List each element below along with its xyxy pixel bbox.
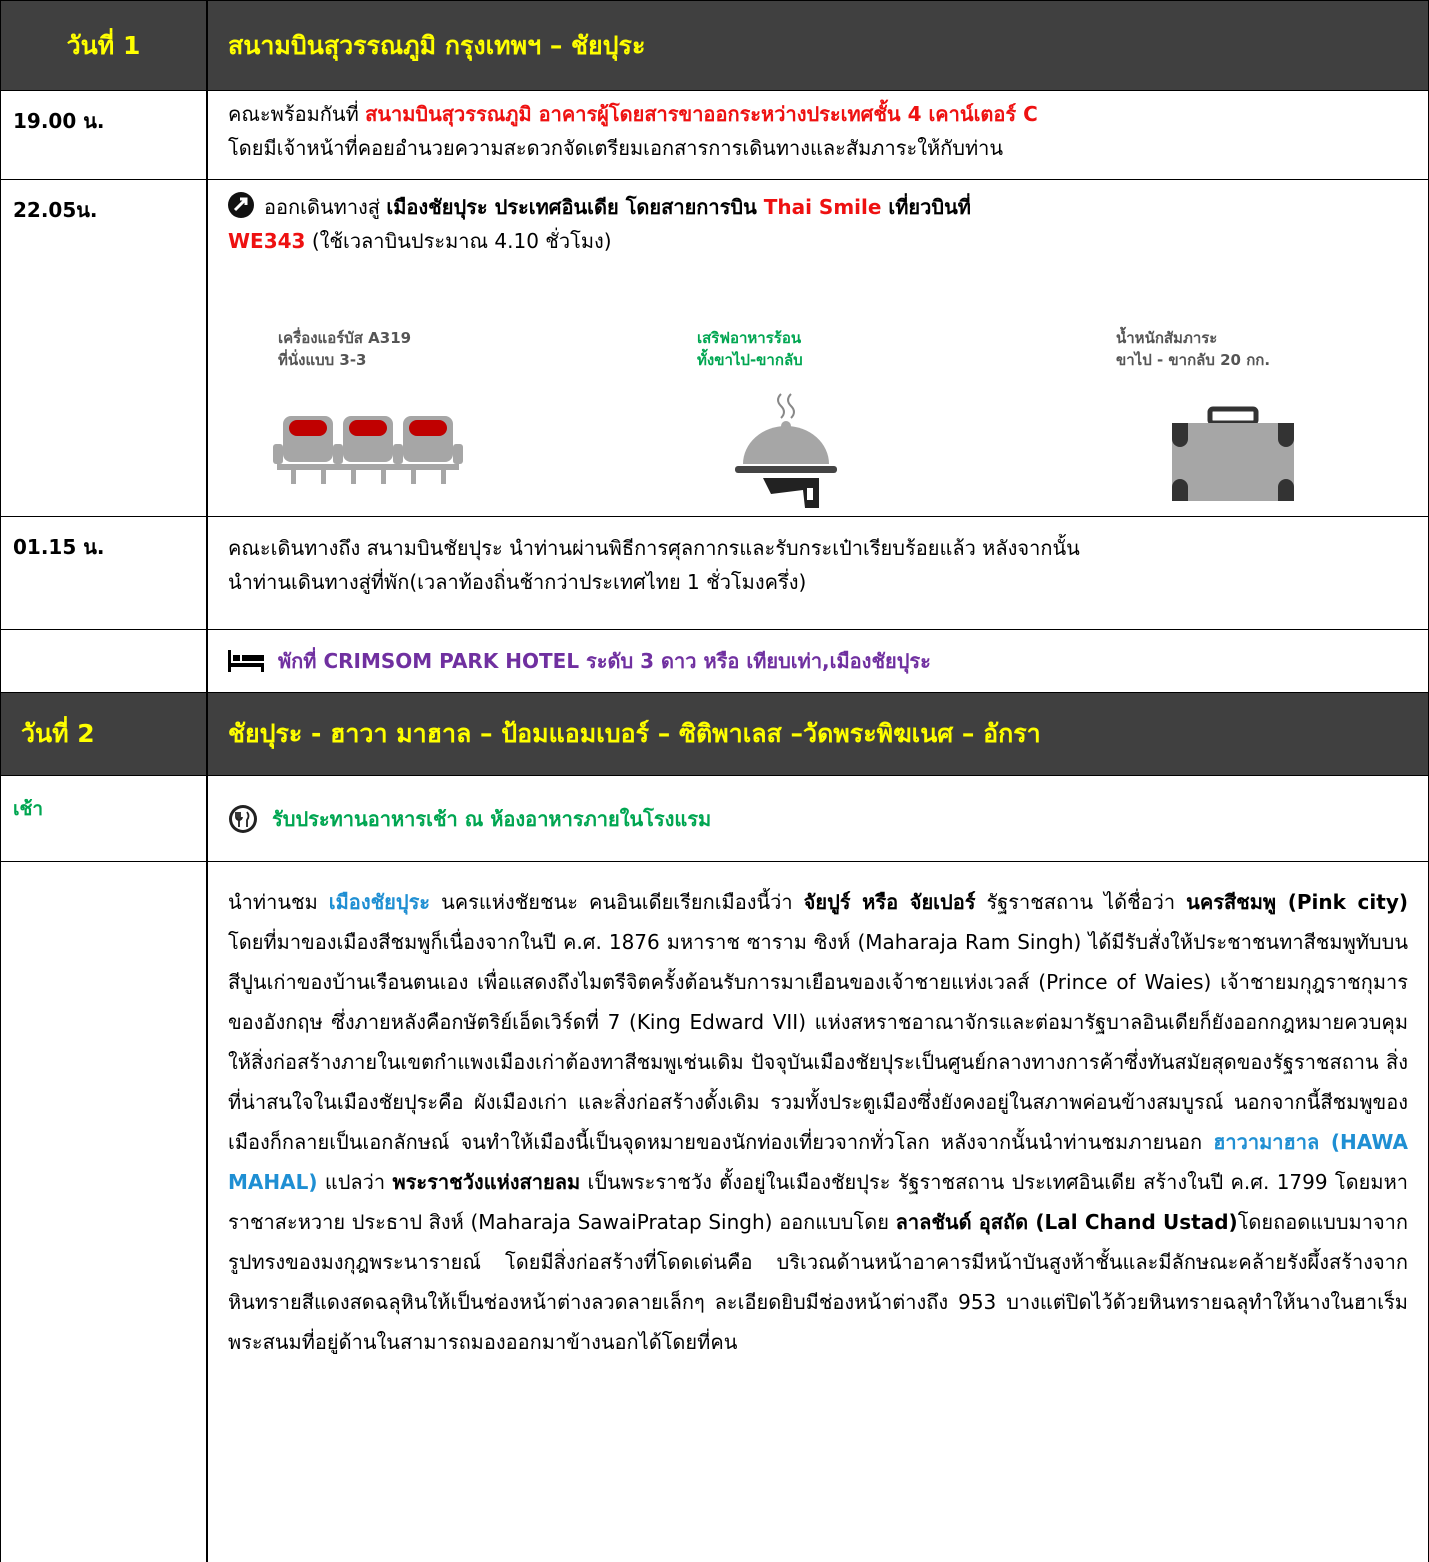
restaurant-icon — [228, 804, 258, 834]
day2-label: วันที่ 2 — [0, 693, 208, 775]
hotel-name: พักที่ CRIMSOM PARK HOTEL ระดับ 3 ดาว หรือ เทียบเท่า,เมืองชัยปุระ — [278, 649, 931, 673]
suitcase-icon — [1168, 405, 1298, 505]
time-label: 22.05น. — [13, 198, 98, 222]
airplane-seats-icon — [273, 408, 483, 488]
link-jaipur: เมืองชัยปุระ — [328, 890, 431, 914]
day2-title: ชัยปุระ - ฮาวา มาฮาล – ป้อมแอมเบอร์ – ซิติพาเลส –วัดพระพิฆเนศ – อักรา — [208, 693, 1429, 775]
hotel-row — [0, 630, 1429, 693]
day2-header — [0, 693, 1429, 776]
airline-name: Thai Smile — [763, 195, 882, 219]
flight-number: WE343 — [228, 229, 306, 253]
time-label: 19.00 น. — [13, 109, 105, 133]
feature-baggage: น้ำหนักสัมภาระ ขาไป - ขากลับ 20 กก. — [1116, 329, 1271, 369]
meal-time: เช้า — [13, 798, 44, 820]
description-row — [0, 862, 1429, 1562]
time-label: 01.15 น. — [13, 535, 105, 559]
feature-aircraft: เครื่องแอร์บัส A319 ที่นั่งแบบ 3-3 — [278, 329, 412, 369]
day1-header — [0, 0, 1429, 91]
itinerary-row — [0, 517, 1429, 630]
airplane-icon — [228, 192, 254, 218]
itinerary-row — [0, 91, 1429, 180]
row-text: คณะเดินทางถึง สนามบินชัยปุระ นำท่านผ่านพิธีการศุลกากรและรับกระเป๋าเรียบร้อยแล้ว หลังจากนั้น นำท่านเดินทางสู่ที่พัก(เวลาท้องถิ่นช้ากว่าประเทศไทย 1 ชั่วโมงครึ่ง) — [228, 536, 1080, 594]
itinerary-row — [0, 180, 1429, 517]
link-hawa-mahal: ฮาวามาฮาล (HAWA MAHAL) — [228, 1130, 1408, 1194]
row-text: คณะพร้อมกันที่ สนามบินสุวรรณภูมิ อาคารผู้โดยสารขาออกระหว่างประเทศชั้น 4 เคาน์เตอร์ C โดยมีเจ้าหน้าที่คอยอำนวยความสะดวกจัดเตรียมเอกสารการเดินทางและสัมภาระให้กับท่าน — [228, 102, 1038, 160]
meal-row — [0, 776, 1429, 862]
hot-meal-icon — [733, 390, 843, 510]
flight-text: ออกเดินทางสู่ เมืองชัยปุระ ประเทศอินเดีย โดยสายการบิน Thai Smile เที่ยวบินที่ WE343 (ใช้เวลาบินประมาณ 4.10 ชั่วโมง) — [208, 180, 1428, 258]
meal-text: รับประทานอาหารเช้า ณ ห้องอาหารภายในโรงแรม — [272, 806, 712, 831]
feature-meal: เสริฟอาหารร้อน ทั้งขาไป-ขากลับ — [697, 329, 803, 369]
meeting-point: สนามบินสุวรรณภูมิ อาคารผู้โดยสารขาออกระหว่างประเทศชั้น 4 เคาน์เตอร์ C — [365, 102, 1038, 126]
day1-label: วันที่ 1 — [0, 1, 208, 90]
day1-title: สนามบินสุวรรณภูมิ กรุงเทพฯ – ชัยปุระ — [208, 1, 1429, 90]
bed-icon — [228, 650, 264, 672]
description-paragraph: นำท่านชม เมืองชัยปุระ นครแห่งชัยชนะ คนอินเดียเรียกเมืองนี้ว่า จัยปูร์ หรือ จัยเปอร์ รัฐราชสถาน ได้ชื่อว่า นครสีชมพู (Pink city) โดยที่มาของเมืองสีชมพูก็เนื่องจากในปี ค.ศ. 1876 มหาราช ซาราม ซิงห์ (Maharaja Ram Singh) ได้มีรับสั่งให้ประชาชนทาสีชมพูทับบนสีปูนเก่าของบ้านเรือนตนเอง เพื่อแสดงถึงไมตรีจิตครั้งต้อนรับการมาเยือนของเจ้าชายแห่งเวลส์ (Prince of Waies) เจ้าชายมกุฎราชกุมารของอังกฤษ ซึ่งภายหลังคือกษัตริย์เอ็ดเวิร์ดที่ 7 (King Edward VII) แห่งสหราชอาณาจักรและต่อมารัฐบาลอินเดียก็ยังออกกฎหมายควบคุมให้สิ่งก่อสร้างภายในเขตกำแพงเมืองเก่าต้องทาสีชมพูเช่นเดิม ปัจจุบันเมืองชัยปุระเป็นศูนย์กลางทางการค้าซึ่งทันสมัยสุดของรัฐราชสถาน สิ่งที่น่าสนใจในเมืองชัยปุระคือ ผังเมืองเก่า และสิ่งก่อสร้างดั้งเดิม รวมทั้งประตูเมืองซึ่งยังคงอยู่ในสภาพค่อนข้างสมบูรณ์ นอกจากนี้สีชมพูของเมืองก็กลายเป็นเอกลักษณ์ จนทำให้เมืองนี้เป็นจุดหมายของนักท่องเที่ยวจากทั่วโลก หลังจากนั้นนำท่านชมภายนอก ฮาวามาฮาล (HAWA MAHAL) แปลว่า พระราชวังแห่งสายลม เป็นพระราชวัง ตั้งอยู่ในเมืองชัยปุระ รัฐราชสถาน ประเทศอินเดีย สร้างในปี ค.ศ. 1799 โดยมหาราชาสะหวาย ประธาป สิงห์ (Maharaja SawaiPratap Singh) ออกแบบโดย ลาลชันด์ อุสถัด (Lal Chand Ustad)โดยถอดแบบมาจากรูปทรงของมงกุฎพระนารายณ์ โดยมีสิ่งก่อสร้างที่โดดเด่นคือ บริเวณด้านหน้าอาคารมีหน้าบันสูงห้าชั้นและมีลักษณะคล้ายรังผึ้งสร้างจากหินทรายสีแดงสดฉลุหินให้เป็นช่องหน้าต่างลวดลายเล็กๆ ละเอียดยิบมีช่องหน้าต่างถึง 953 บางแต่ปิดไว้ด้วยหินทรายฉลุทำให้นางในฮาเร็มพระสนมที่อยู่ด้านในสามารถมองออกมาข้างนอกได้โดยที่คน — [228, 890, 1408, 1354]
